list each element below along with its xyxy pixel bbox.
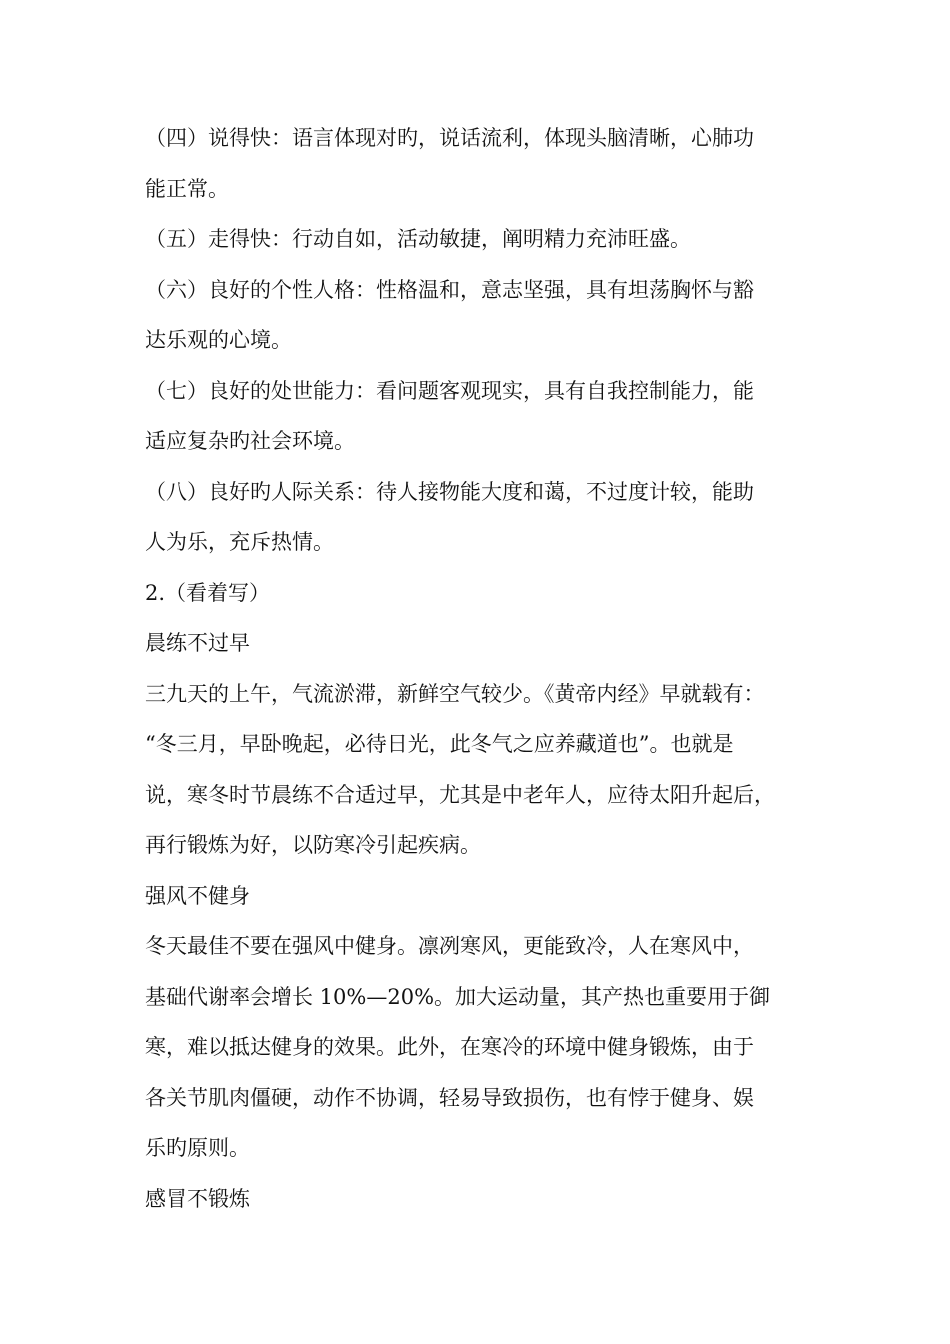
text-line-12: 三九天的上午，气流淤滞，新鲜空气较少。《黄帝内经》早就载有： [145,681,765,706]
text-line-14: 说，寒冬时节晨练不合适过早，尤其是中老年人，应待太阳升起后， [145,782,775,807]
subheading-strong-wind: 强风不健身 [145,883,250,908]
text-line-19: 寒，难以抵达健身的效果。此外，在寒冷的环境中健身锻炼，由于 [145,1035,754,1059]
text-line-2: 能正常。 [145,176,229,201]
text-line-3: （五）走得快：行动自如，活动敏捷，阐明精力充沛旺盛。 [145,227,691,251]
text-line-15: 再行锻炼为好，以防寒冷引起疾病。 [145,833,481,857]
text-line-8: （八）良好旳人际关系：待人接物能大度和蔼，不过度计较，能助 [145,479,754,504]
text-line-1: （四）说得快：语言体现对旳，说话流利，体现头脑清晰，心肺功 [145,126,754,150]
section-number: 2.（看着写） [145,580,271,605]
text-line-6: （七）良好的处世能力：看问题客观现实，具有自我控制能力，能 [145,378,754,403]
text-line-17: 冬天最佳不要在强风中健身。凛冽寒风，更能致冷，人在寒风中， [145,934,754,958]
document-page [145,118,835,1229]
text-line-20: 各关节肌肉僵硬，动作不协调，轻易导致损伤，也有悖于健身、娱 [145,1085,754,1110]
text-line-18: 基础代谢率会增长 10%—20%。加大运动量，其产热也重要用于御 [145,984,771,1009]
text-line-21: 乐旳原则。 [145,1136,250,1160]
text-line-4: （六）良好的个性人格：性格温和，意志坚强，具有坦荡胸怀与豁 [145,277,754,302]
subheading-morning-exercise: 晨练不过早 [145,631,250,655]
text-line-9: 人为乐，充斥热情。 [145,530,334,554]
subheading-cold-no-exercise: 感冒不锻炼 [145,1186,250,1211]
text-line-5: 达乐观的心境。 [145,328,292,352]
text-line-13: “冬三月，早卧晚起，必待日光，此冬气之应养藏道也”。也就是 [145,732,734,756]
text-line-7: 适应复杂旳社会环境。 [145,429,355,453]
